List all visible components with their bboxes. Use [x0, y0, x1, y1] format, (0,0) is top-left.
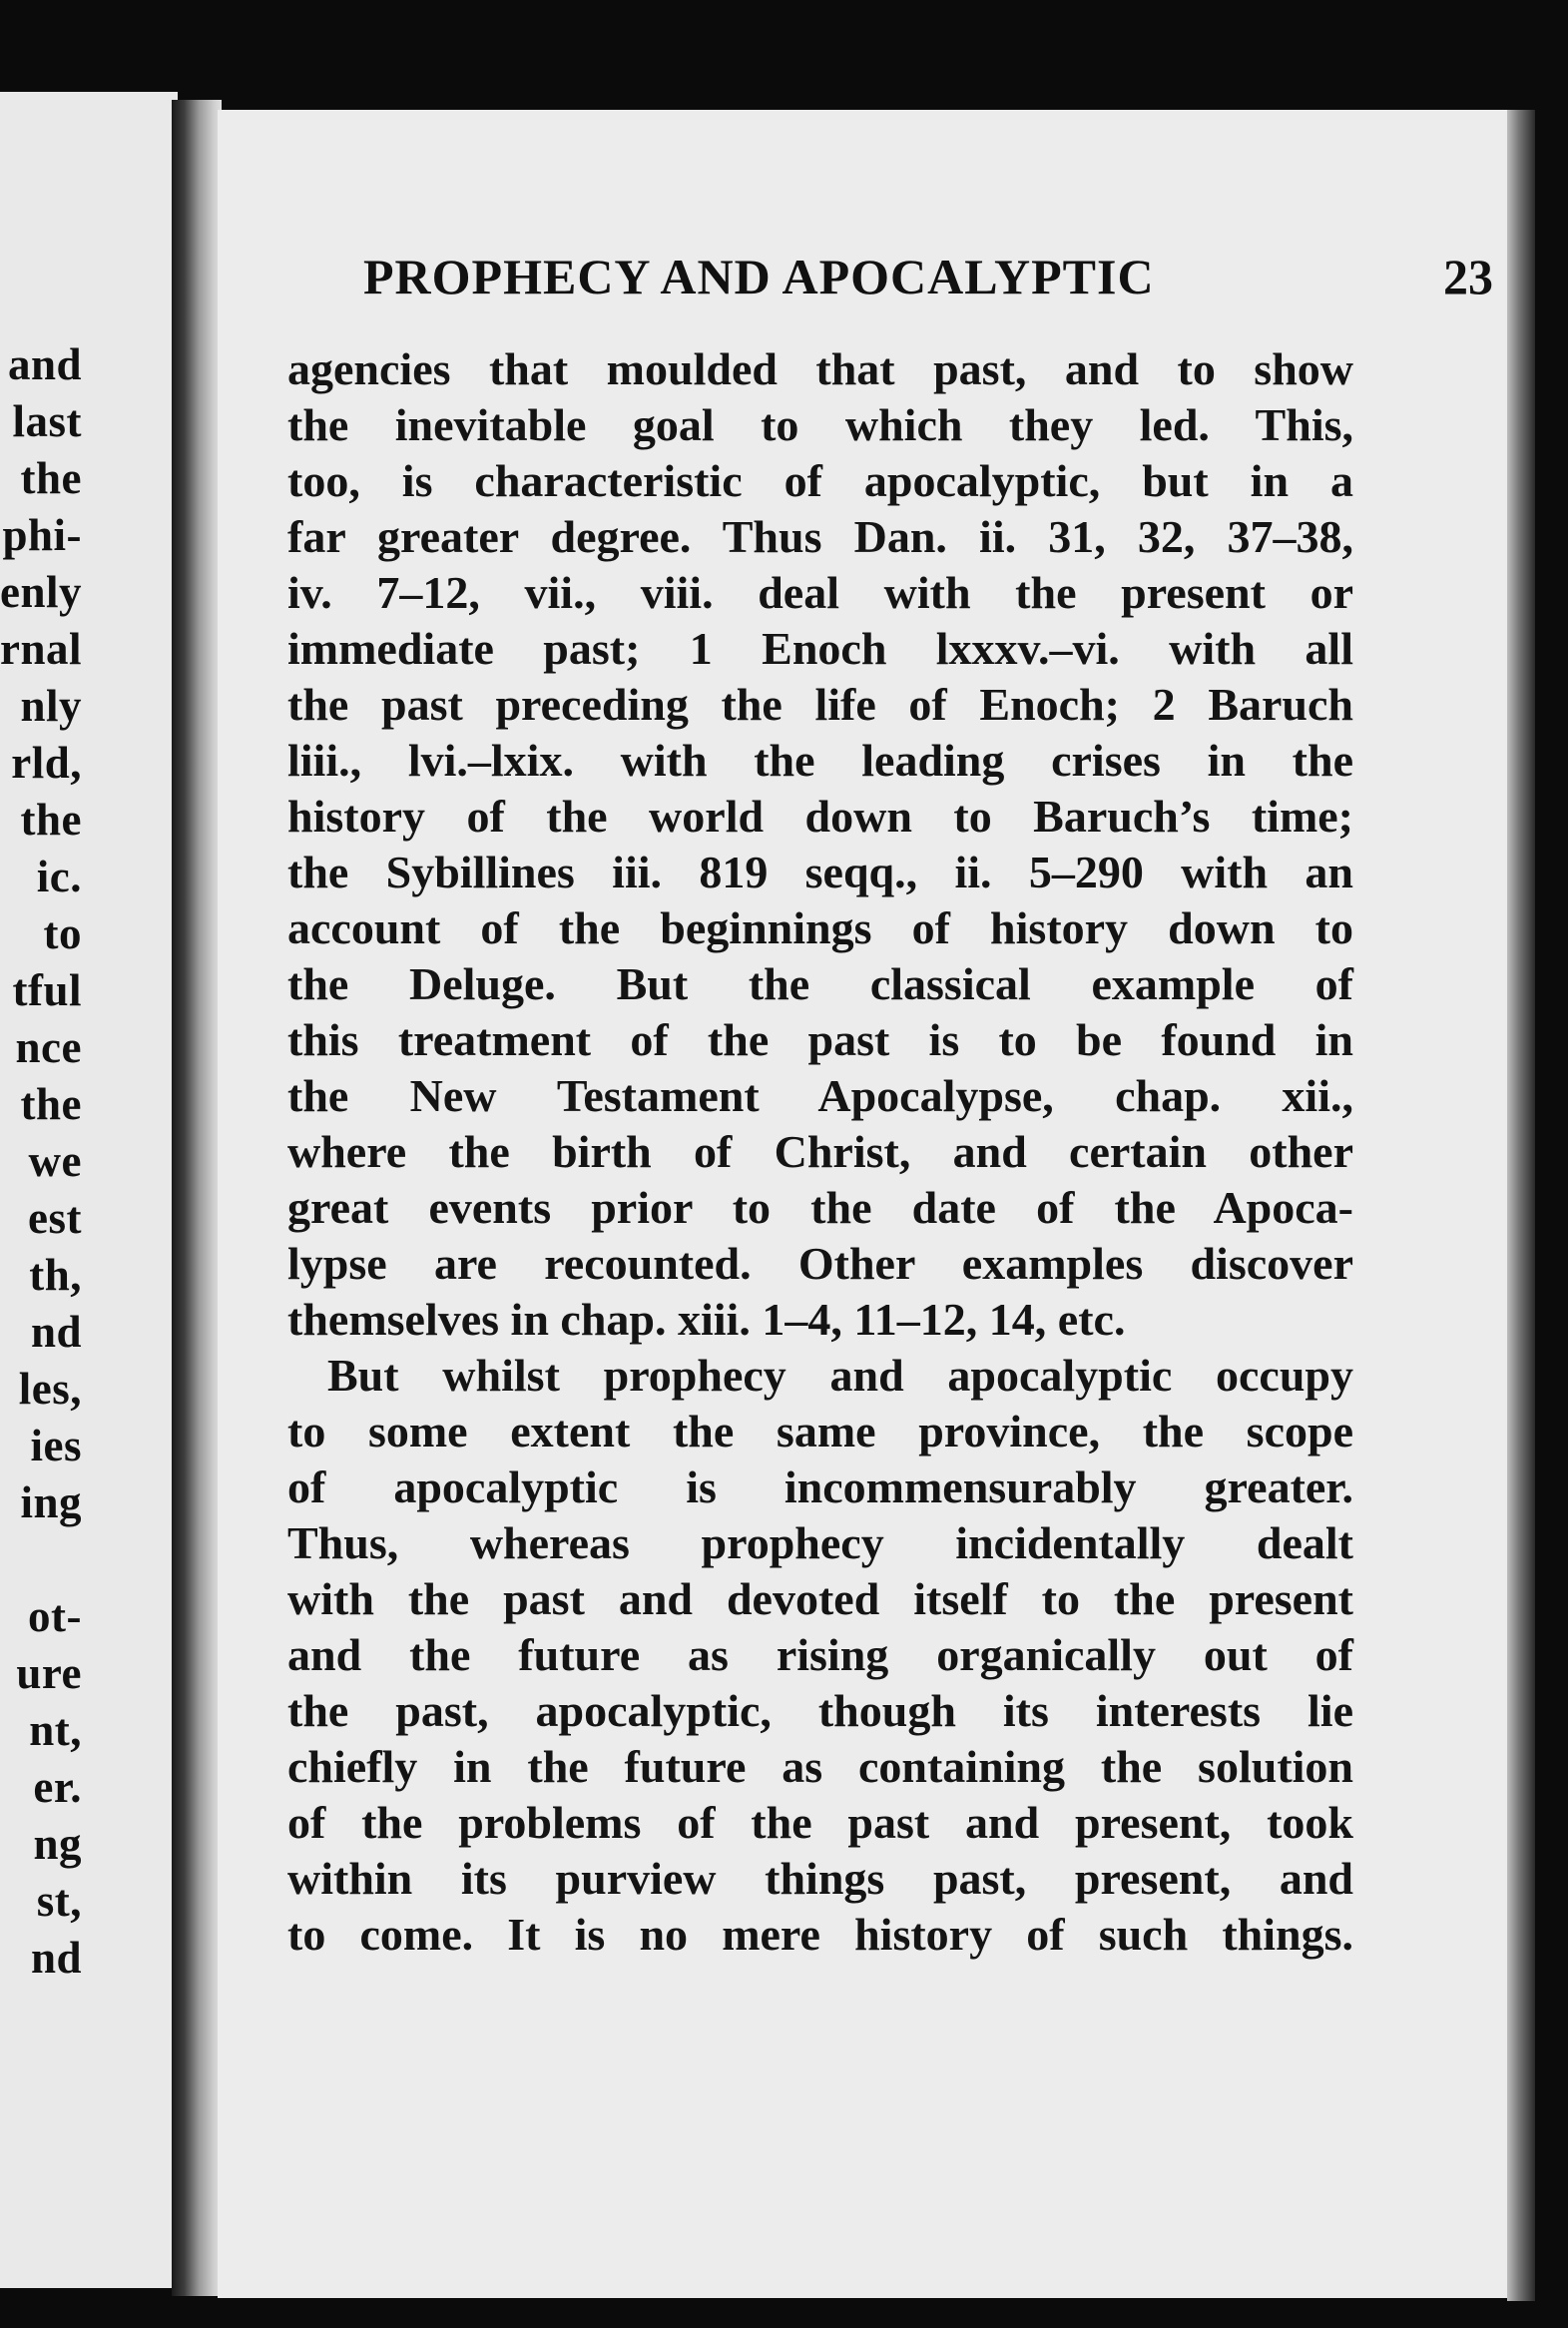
facing-page-fragment: the [20, 453, 82, 503]
text-line: the inevitable goal to which they led. This, [287, 399, 1353, 450]
facing-page-fragment: ing [20, 1477, 82, 1527]
facing-page-fragment: ic. [36, 852, 82, 901]
facing-page-fragment: rnal [0, 624, 82, 674]
text-line: lypse are recounted. Other examples discover [287, 1238, 1353, 1289]
facing-page-fragment: th, [29, 1250, 82, 1300]
text-line: Thus, whereas prophecy incidentally dealt [287, 1517, 1353, 1568]
running-title: PROPHECY AND APOCALYPTIC [363, 249, 1155, 304]
text-line: history of the world down to Baruch’s time; [287, 791, 1353, 842]
text-line: to some extent the same province, the scope [287, 1406, 1353, 1456]
text-line: the Sybillines iii. 819 seqq., ii. 5–290 with an [287, 847, 1353, 897]
running-head [363, 242, 1520, 311]
facing-page-fragment: nce [15, 1022, 82, 1072]
facing-page-fragment: ng [33, 1819, 82, 1869]
facing-page-left [0, 92, 178, 2288]
facing-page-fragment: to [43, 908, 82, 958]
facing-page-fragment: phi- [2, 510, 82, 560]
facing-page-fragment: tful [12, 965, 82, 1015]
text-line: account of the beginnings of history down to [287, 902, 1353, 953]
text-line: the New Testament Apocalypse, chap. xii., [287, 1070, 1353, 1121]
facing-page-fragment: les, [18, 1364, 82, 1414]
facing-page-fragment: the [20, 795, 82, 845]
facing-page-fragment: nd [30, 1933, 82, 1983]
text-line: the Deluge. But the classical example of [287, 958, 1353, 1009]
text-line: the past, apocalyptic, though its interests lie [287, 1685, 1353, 1736]
book-page [218, 110, 1520, 2298]
text-line: the past preceding the life of Enoch; 2 Baruch [287, 679, 1353, 730]
text-line: liii., lvi.–lxix. with the leading crises in the [287, 735, 1353, 786]
facing-page-fragment: nly [20, 681, 82, 731]
text-line: where the birth of Christ, and certain other [287, 1126, 1353, 1177]
text-line: with the past and devoted itself to the present [287, 1573, 1353, 1624]
facing-page-fragment: st, [36, 1876, 82, 1926]
facing-page-fragment: nt, [29, 1705, 82, 1755]
text-line: and the future as rising organically out of [287, 1629, 1353, 1680]
text-line: iv. 7–12, vii., viii. deal with the present or [287, 567, 1353, 618]
facing-page-fragment: rld, [11, 738, 82, 788]
facing-page-fragment: the [20, 1079, 82, 1129]
facing-page-fragment: ies [30, 1421, 82, 1470]
text-line: this treatment of the past is to be found in [287, 1014, 1353, 1065]
book-gutter [172, 100, 222, 2296]
text-line: themselves in chap. xiii. 1–4, 11–12, 14, etc. [287, 1294, 1126, 1345]
text-line: chiefly in the future as containing the solution [287, 1741, 1353, 1792]
text-line: agencies that moulded that past, and to show [287, 343, 1353, 394]
text-line: to come. It is no mere history of such things. [287, 1909, 1353, 1960]
facing-page-fragment: we [28, 1136, 82, 1186]
facing-page-fragment: enly [0, 567, 82, 617]
facing-page-fragment: and [7, 339, 82, 389]
text-line: far greater degree. Thus Dan. ii. 31, 32, 37–38, [287, 511, 1353, 562]
facing-page-fragment: er. [33, 1762, 82, 1812]
facing-page-fragment: nd [30, 1307, 82, 1357]
paragraph-first-line: But whilst prophecy and apocalyptic occupy [327, 1350, 1353, 1401]
page-number: 23 [1443, 249, 1493, 304]
facing-page-fragment: ot- [28, 1591, 82, 1641]
facing-page-fragment: est [28, 1193, 82, 1243]
facing-page-fragment: ure [16, 1648, 82, 1698]
text-line: within its purview things past, present, and [287, 1853, 1353, 1904]
text-line: great events prior to the date of the Apoca- [287, 1182, 1353, 1233]
text-line: of apocalyptic is incommensurably greater. [287, 1461, 1353, 1512]
text-line: too, is characteristic of apocalyptic, but in a [287, 455, 1353, 506]
page-edge [1507, 110, 1535, 2301]
text-line: immediate past; 1 Enoch lxxxv.–vi. with all [287, 623, 1353, 674]
facing-page-fragment: last [12, 396, 82, 446]
text-line: of the problems of the past and present, took [287, 1797, 1353, 1848]
